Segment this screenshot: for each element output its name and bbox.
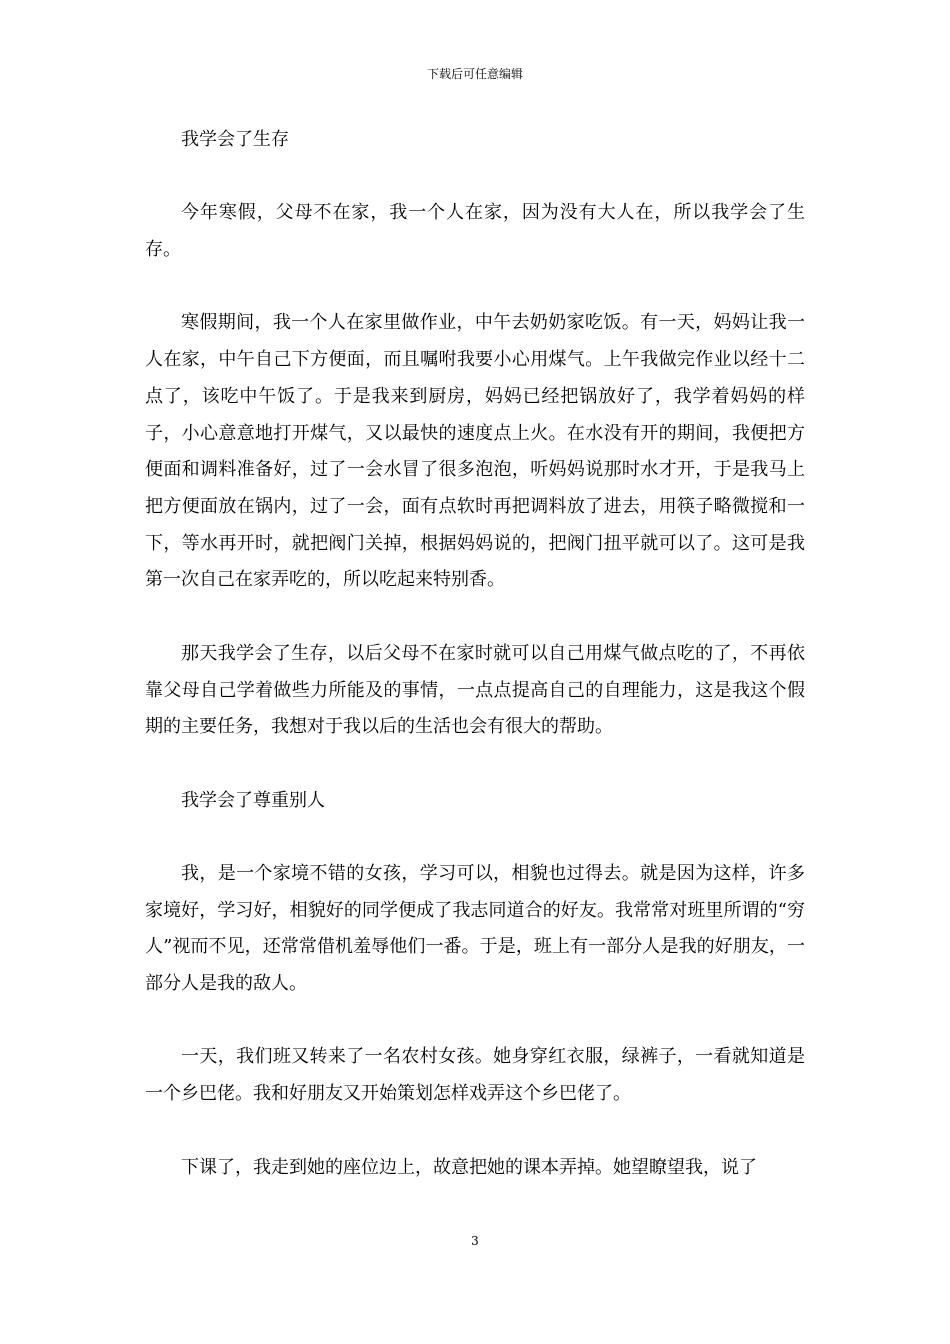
section-title-respect: 我学会了尊重别人 — [181, 789, 325, 811]
paragraph: 今年寒假，父母不在家，我一个人在家，因为没有大人在，所以我学会了生存。 — [145, 202, 805, 261]
page-number: 3 — [471, 1234, 479, 1248]
document-body — [145, 122, 805, 1223]
paragraph: 寒假期间，我一个人在家里做作业，中午去奶奶家吃饭。有一天，妈妈让我一人在家，中午自己下方便面，而且嘱咐我要小心用煤气。上午我做完作业以经十二点了，该吃中午饭了。于是我来到厨房，妈妈已经把锅放好了，我学着妈妈的样子，小心意意地打开煤气，又以最快的速度点上火。在水没有开的期间，我便把方便面和调料准备好，过了一会水冒了很多泡泡，听妈妈说那时水才开，于是我马上把方便面放在锅内，过了一会，面有点软时再把调料放了进去，用筷子略微搅和一下，等水再开时，就把阀门关掉，根据妈妈说的，把阀门扭平就可以了。这可是我第一次自己在家弄吃的，所以吃起来特别香。 — [145, 312, 805, 591]
section-title-survival: 我学会了生存 — [181, 129, 289, 150]
paragraph: 我，是一个家境不错的女孩，学习可以，相貌也过得去。就是因为这样，许多家境好，学习好，相貌好的同学便成了我志同道合的好友。我常常对班里所谓的“穷人”视而不见，还常常借机羞辱他们一番。于是，班上有一部分人是我的好朋友，一部分人是我的敌人。 — [145, 862, 805, 995]
paragraph: 下课了，我走到她的座位边上，故意把她的课本弄掉。她望瞭望我，说了 — [181, 1156, 757, 1178]
paragraph: 那天我学会了生存，以后父母不在家时就可以自己用煤气做点吃的了，不再依靠父母自己学着做些力所能及的事情，一点点提高自己的自理能力，这是我这个假期的主要任务，我想对于我以后的生活也会有很大的帮助。 — [145, 642, 805, 738]
page-header: 下载后可任意编辑 — [426, 67, 523, 81]
paragraph: 一天，我们班又转来了一名农村女孩。她身穿红衣服，绿裤子，一看就知道是一个乡巴佬。我和好朋友又开始策划怎样戏弄这个乡巴佬了。 — [145, 1046, 805, 1105]
